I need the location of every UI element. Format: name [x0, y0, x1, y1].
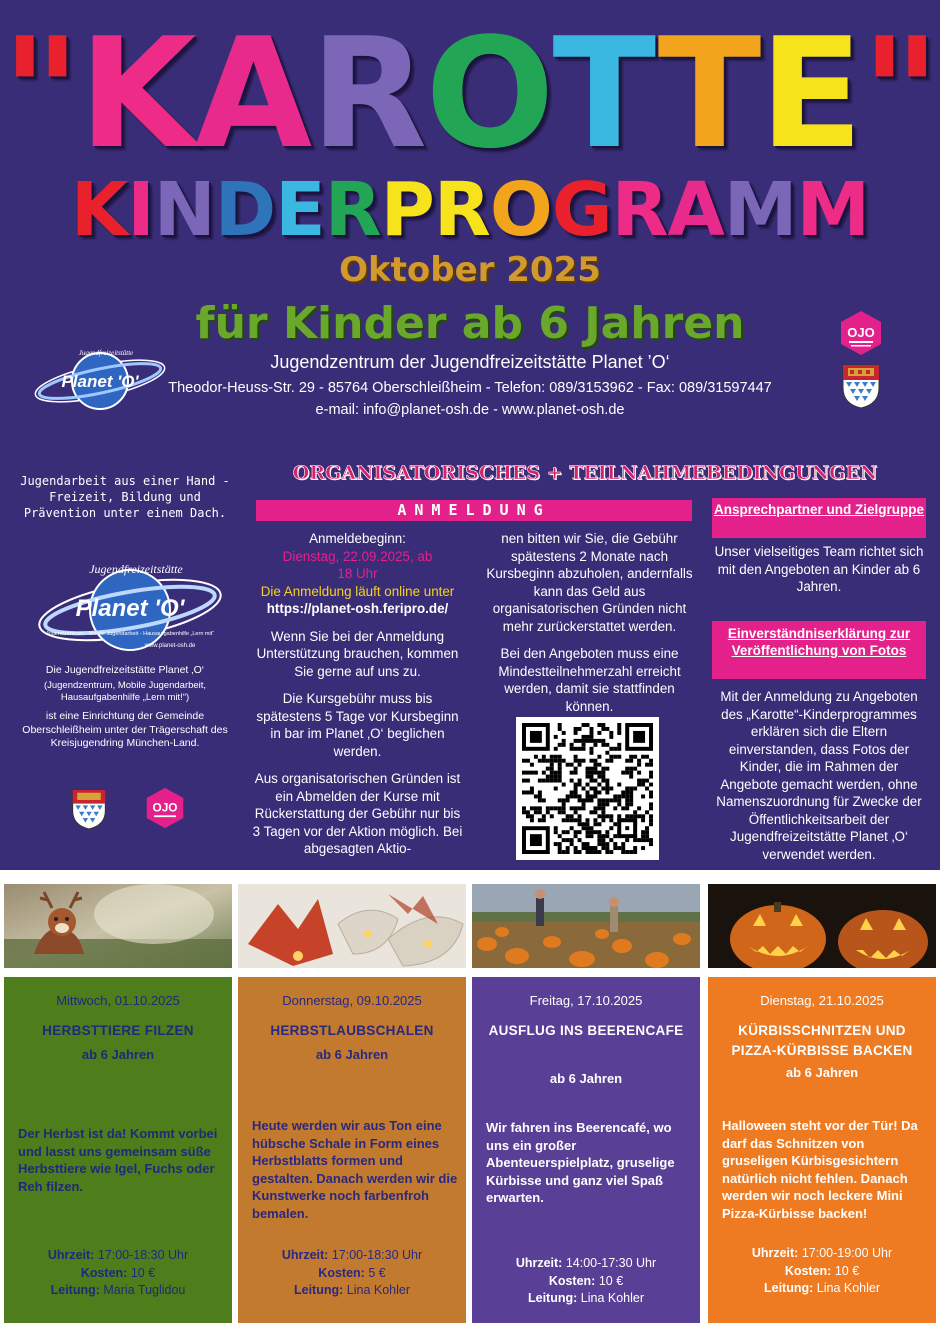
title-karotte: [0, 5, 940, 182]
event-card: [472, 977, 700, 1323]
lead-label: Leitung:: [50, 1283, 100, 1297]
event-date: Mittwoch, 01.10.2025: [56, 993, 180, 1008]
qr-code-pattern: [522, 723, 653, 854]
event-title: HERBSTTIERE FILZEN: [42, 1023, 194, 1038]
ojo-logo: [838, 310, 884, 356]
subtitle-letter: K: [70, 167, 128, 253]
time-label: Uhrzeit:: [281, 1248, 329, 1262]
title-letter: O: [425, 5, 553, 182]
event-title: HERBSTLAUBSCHALEN: [270, 1023, 434, 1038]
title-letter: ": [1, 5, 79, 182]
audience-title: für Kinder ab 6 Jahren: [195, 298, 745, 349]
subtitle-letter: R: [324, 167, 381, 253]
title-letter: K: [78, 5, 195, 182]
planet-logo-large-text: Planet 'O': [75, 595, 185, 622]
event-date: Dienstag, 21.10.2025: [760, 993, 884, 1008]
event-description: Wir fahren ins Beerencafé, wo uns ein großer Abenteuerspielplatz, gruselige Kürbisse und ganz viel Spaß erwarten.: [486, 1120, 675, 1205]
photo-pumpkin-field: [472, 884, 700, 968]
event-cost: 5 €: [368, 1265, 386, 1280]
minimum-participants-text: Bei den Angeboten muss eine Mindestteilnehmerzahl erreicht werden, damit sie stattfinden können.: [498, 646, 681, 714]
contact-text: Unser vielseitiges Team richtet sich mit den Angeboten an Kinder ab 6 Jahren.: [714, 544, 924, 594]
subtitle-letter: O: [489, 167, 552, 253]
event-details: [708, 1245, 936, 1298]
lead-label: Leitung:: [763, 1281, 814, 1295]
cost-label: Kosten:: [784, 1263, 832, 1278]
subtitle-letter: R: [611, 167, 668, 253]
cost-label: Kosten:: [318, 1265, 365, 1280]
event-description: Halloween steht vor der Tür! Da darf das Schnitzen von gruseligen Kürbisgesichtern natürlich nicht fehlen. Danach werden wir noch leckere Mini Pizza-Kürbisse backen!: [722, 1118, 918, 1221]
section-title: ORGANISATORISCHES + TEILNAHMEBEDINGUNGEN: [292, 462, 878, 484]
title-letter: T: [657, 5, 760, 182]
registration-start-date: Dienstag, 22.09.2025, ab 18 Uhr: [282, 548, 433, 581]
event-card: [4, 977, 232, 1323]
lead-label: Leitung:: [293, 1283, 344, 1297]
event-cost: 10 €: [130, 1265, 156, 1280]
event-description: Der Herbst ist da! Kommt vorbei und lasst uns gemeinsam süße Herbsttiere wie Igel, Fuchs oder Reh filzen.: [18, 1126, 218, 1194]
subtitle-letter: M: [796, 167, 870, 253]
event-age: ab 6 Jahren: [785, 1065, 859, 1080]
month-title: Oktober 2025: [339, 250, 601, 290]
event-time: 14:00-17:30 Uhr: [565, 1256, 657, 1270]
event-date: Freitag, 17.10.2025: [529, 993, 643, 1008]
title-kinderprogramm: [0, 168, 940, 252]
title-letter: A: [194, 5, 311, 182]
registration-fee-text: Die Kursgebühr muss bis spätestens 5 Tage vor Kursbeginn in bar im Planet ‚O‘ beglichen werden.: [256, 691, 459, 759]
refund-text: nen bitten wir Sie, die Gebühr spätestens 2 Monate nach Kursbeginn abzuholen, andernfalls kann das Geld aus organisatorischen Gründen nicht mehr zurückerstattet werden.: [486, 531, 693, 634]
registration-column: [250, 530, 465, 868]
contact-heading: Ansprechpartner und Zielgruppe: [712, 498, 926, 538]
left-intro-text: Jugendarbeit aus einer Hand - Freizeit, Bildung und Prävention unter einem Dach.: [20, 474, 230, 520]
cost-label: Kosten:: [548, 1273, 596, 1288]
event-time: 17:00-19:00 Uhr: [801, 1246, 893, 1260]
registration-cancel-text: Aus organisatorischen Gründen ist ein Abmelden der Kurse mit Rückerstattung der Gebühr nur bis 3 Tagen vor der Aktion möglich. Bei abgesagten Aktio-: [252, 771, 463, 856]
title-letter: T: [552, 5, 658, 182]
subtitle-letter: I: [127, 167, 154, 253]
event-lead: Maria Tuglidou: [103, 1283, 186, 1297]
refund-column: [482, 530, 697, 725]
event-card: [238, 977, 466, 1323]
cost-label: Kosten:: [80, 1265, 128, 1280]
lead-label: Leitung:: [527, 1291, 578, 1305]
registration-url-link[interactable]: https://planet-osh.feripro.de/: [266, 601, 449, 616]
event-time: 17:00-18:30 Uhr: [97, 1248, 189, 1262]
subtitle-letter: N: [153, 167, 215, 253]
event-card: [708, 977, 936, 1323]
ojo-logo-text: OJO: [847, 325, 875, 340]
ojo-logo-small-text: OJO: [152, 800, 178, 815]
municipal-crest-small: [70, 787, 108, 831]
photo-leaf-bowls: [238, 884, 466, 968]
subtitle-letter: M: [723, 167, 797, 253]
event-details: [472, 1255, 700, 1308]
org-name: Jugendzentrum der Jugendfreizeitstätte Planet ’O‘: [270, 352, 670, 372]
registration-start-label: Anmeldebeginn:: [309, 531, 406, 546]
subtitle-letter: D: [214, 167, 276, 253]
subtitle-letter: E: [275, 167, 325, 253]
time-label: Uhrzeit:: [47, 1248, 95, 1262]
event-age: ab 6 Jahren: [315, 1047, 389, 1062]
event-lead: Lina Kohler: [346, 1283, 411, 1297]
subtitle-letter: A: [667, 167, 724, 253]
org-address: Theodor-Heuss-Str. 29 - 85764 Oberschleißheim - Telefon: 089/3153962 - Fax: 089/31597447: [168, 380, 772, 396]
planet-logo-large-arc: Jugendfreizeitstätte: [89, 562, 183, 576]
municipal-crest: [840, 362, 882, 410]
qr-code[interactable]: [516, 717, 659, 860]
event-details: [4, 1247, 232, 1300]
event-date: Donnerstag, 09.10.2025: [282, 993, 422, 1008]
planet-logo-arc: Jugendfreizeitstätte: [78, 349, 134, 357]
event-details: [238, 1247, 466, 1300]
photo-felt-deer: [4, 884, 232, 968]
title-letter: E: [759, 5, 862, 182]
registration-support-text: Wenn Sie bei der Anmeldung Unterstützung brauchen, kommen Sie gerne auf uns zu.: [256, 628, 459, 679]
event-lead: Lina Kohler: [816, 1281, 881, 1295]
time-label: Uhrzeit:: [751, 1246, 799, 1260]
org-contact: e-mail: info@planet-osh.de - www.planet-osh.de: [315, 402, 625, 418]
photo-consent-heading: Einverständniserklärung zur Veröffentlichung von Fotos: [712, 621, 926, 679]
subtitle-letter: P: [380, 167, 434, 253]
photo-jack-o-lanterns: [708, 884, 936, 968]
planet-o-logo-large: [30, 555, 230, 655]
event-description: Heute werden wir aus Ton eine hübsche Schale in Form eines Herbstblatts formen und gestalten. Danach werden wir die Kunstwerke noch farbenfroh bemalen.: [252, 1118, 458, 1221]
left-info-sponsor: ist eine Einrichtung der Gemeinde Oberschleißheim unter der Trägerschaft des Kreisjugendring München-Land.: [22, 710, 228, 749]
time-label: Uhrzeit:: [515, 1256, 563, 1270]
anmeldung-heading: ANMELDUNG: [256, 500, 692, 521]
event-cost: 10 €: [598, 1273, 624, 1288]
left-info-services: (Jugendzentrum, Mobile Jugendarbeit, Hausaufgabenhilfe „Lern mit!“): [43, 680, 207, 703]
subtitle-letter: R: [433, 167, 490, 253]
registration-online-text: Die Anmeldung läuft online unter: [260, 583, 455, 599]
event-age: ab 6 Jahren: [549, 1071, 623, 1086]
planet-logo-text: Planet 'O': [61, 372, 139, 391]
ojo-logo-small: [144, 787, 186, 829]
event-lead: Lina Kohler: [580, 1291, 645, 1305]
planet-logo-large-sub: Jugendzentrum - Mobile Jugendarbeit - Hausaufgabenhilfe „Lern mit“: [45, 631, 215, 637]
event-title: KÜRBISSCHNITZEN UND PIZZA-KÜRBISSE BACKEN: [731, 1023, 913, 1058]
event-time: 17:00-18:30 Uhr: [331, 1248, 423, 1262]
title-letter: R: [310, 5, 426, 182]
event-cost: 10 €: [834, 1263, 860, 1278]
event-age: ab 6 Jahren: [81, 1047, 155, 1062]
event-title: AUSFLUG INS BEERENCAFE: [488, 1023, 684, 1038]
planet-logo-large-url: www.planet-osh.de: [144, 643, 196, 649]
photo-consent-text: Mit der Anmeldung zu Angeboten des „Karotte“-Kinderprogrammes erklären sich die Eltern einverstanden, dass Fotos der Kinder, die im Rahmen der Angebote gemacht werden, ohne Namenszuordnung für Zwecke der Öffentlichkeitsarbeit der Jugendfreizeitstätte Planet ‚O‘ verwendet werden.: [716, 689, 922, 862]
title-letter: ": [861, 5, 939, 182]
subtitle-letter: G: [551, 167, 612, 253]
left-info-name: Die Jugendfreizeitstätte Planet ‚O‘: [45, 664, 205, 676]
